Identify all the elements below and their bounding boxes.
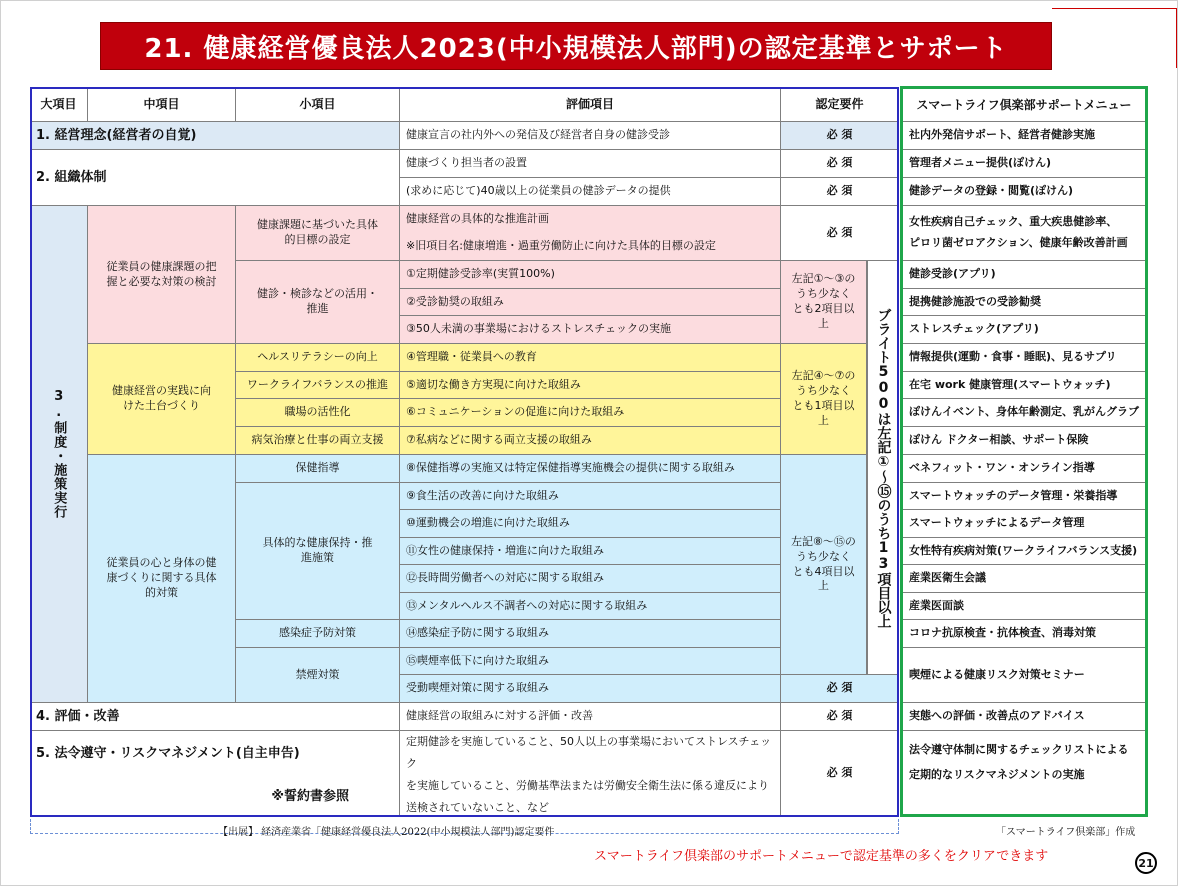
hyoka-item: 受動喫煙対策に関する取組み <box>400 675 781 703</box>
support-item: 産業医衛生会議 <box>903 565 1145 593</box>
support-item: 法令遵守体制に関するチェックリストによる <box>909 743 1129 756</box>
hyoka-item: ⑩運動機会の増進に向けた取組み <box>400 510 781 538</box>
hyoka-item: ⑧保健指導の実施又は特定保健指導実施機会の提供に関する取組み <box>400 455 781 483</box>
sho-c4: 禁煙対策 <box>236 648 400 703</box>
yoken-hissu: 必 須 <box>781 731 899 817</box>
hyoka-item: ④管理職・従業員への教育 <box>400 344 781 372</box>
support-item: 定期的なリスクマネジメントの実施 <box>909 768 1085 782</box>
hyoka-item: 健康づくり担当者の設置 <box>400 150 781 178</box>
slide-title: 21. 健康経営優良法人2023(中小規模法人部門)の認定基準とサポート <box>100 22 1052 70</box>
sho-b4: 病気治療と仕事の両立支援 <box>236 427 400 455</box>
sho-c2: 具体的な健康保持・推進施策 <box>236 483 400 620</box>
chu-c: 従業員の心と身体の健康づくりに関する具体的対策 <box>88 455 236 703</box>
chu-b: 健康経営の実践に向けた土台づくり <box>88 344 236 455</box>
support-item: 提携健診施設での受診勧奨 <box>903 289 1145 316</box>
hyoka-item: ⑬メンタルヘルス不調者への対応に関する取組み <box>400 593 781 620</box>
sho-b1: ヘルスリテラシーの向上 <box>236 344 400 372</box>
hyoka-note: ※旧項目名:健康増進・過重労働防止に向けた具体的目標の設定 <box>406 239 716 253</box>
header-shokomoku: 小項目 <box>236 87 400 122</box>
yoken-rule-1: 左記①～③のうち少なくとも2項目以上 <box>781 261 867 344</box>
support-item: 喫煙による健康リスク対策セミナー <box>903 648 1145 703</box>
support-item: スマートウォッチのデータ管理・栄養指導 <box>903 483 1145 510</box>
section-5-title: 5. 法令遵守・リスクマネジメント(自主申告) <box>36 746 300 761</box>
decor-line <box>1176 8 1177 68</box>
yoken-hissu: 必 須 <box>781 150 899 178</box>
hyoka-item: を実施していること、労働基準法または労働安全衛生法に係る違反により <box>406 779 769 792</box>
header-hyoka: 評価項目 <box>400 87 781 122</box>
hyoka-section-5 <box>400 731 781 817</box>
header-yoken: 認定要件 <box>781 87 899 122</box>
sho-b2: ワークライフバランスの推進 <box>236 372 400 399</box>
support-item: ストレスチェック(アプリ) <box>903 316 1145 344</box>
support-item: コロナ抗原検査・抗体検査、消毒対策 <box>903 620 1145 648</box>
bright500-label: ブライト500は左記①～⑮のうち13項目以上 <box>875 307 892 628</box>
yoken-hissu: 必 須 <box>781 675 899 703</box>
hyoka-item: ⑮喫煙率低下に向けた取組み <box>400 648 781 675</box>
chu-a: 従業員の健康課題の把握と必要な対策の検討 <box>88 206 236 344</box>
hyoka-item: (求めに応じて)40歳以上の従業員の健診データの提供 <box>400 178 781 206</box>
support-item-multi <box>903 206 1145 261</box>
hyoka-item: ⑪女性の健康保持・増進に向けた取組み <box>400 538 781 565</box>
hyoka-item: ⑥コミュニケーションの促進に向けた取組み <box>400 399 781 427</box>
support-item: 在宅 work 健康管理(スマートウォッチ) <box>903 372 1145 399</box>
source-note: 【出展】 経済産業省「健康経営優良法人2022(中小規模法人部門)認定要件 <box>218 827 555 838</box>
yoken-rule-2: 左記④～⑦のうち少なくとも1項目以上 <box>781 344 867 455</box>
header-chukomoku: 中項目 <box>88 87 236 122</box>
support-item: 女性特有疾病対策(ワークライフバランス支援) <box>903 538 1145 565</box>
yoken-hissu: 必 須 <box>781 703 899 731</box>
hyoka-item: ⑨食生活の改善に向けた取組み <box>400 483 781 510</box>
hyoka-item: ⑫長時間労働者への対応に関する取組み <box>400 565 781 593</box>
support-item: スマートウォッチによるデータ管理 <box>903 510 1145 538</box>
support-item: 実態への評価・改善点のアドバイス <box>903 703 1145 731</box>
support-item: 健診データの登録・閲覧(ぽけん) <box>903 178 1145 206</box>
hyoka-item: 健康宣言の社内外への発信及び経営者自身の健診受診 <box>400 122 781 150</box>
yoken-hissu: 必 須 <box>781 122 899 150</box>
sho-c1: 保健指導 <box>236 455 400 483</box>
support-header: スマートライフ倶楽部サポートメニュー <box>903 89 1145 122</box>
section-3-title <box>30 206 88 703</box>
support-item-multi <box>903 731 1145 814</box>
support-item: 社内外発信サポート、経営者健診実施 <box>903 122 1145 150</box>
sho-b3: 職場の活性化 <box>236 399 400 427</box>
hyoka-item: ⑦私病などに関する両立支援の取組み <box>400 427 781 455</box>
section-5-note: ※誓約書参照 <box>271 789 349 805</box>
caption: スマートライフ倶楽部のサポートメニューで認定基準の多くをクリアできます <box>594 849 1049 864</box>
yoken-hissu: 必 須 <box>781 178 899 206</box>
sho-c3: 感染症予防対策 <box>236 620 400 648</box>
hyoka-item: ②受診勧奨の取組み <box>400 289 781 316</box>
support-item: ベネフィット・ワン・オンライン指導 <box>903 455 1145 483</box>
support-item: 健診受診(アプリ) <box>903 261 1145 289</box>
header-daikomoku: 大項目 <box>30 87 88 122</box>
support-item: ぽけんイベント、身体年齢測定、乳がんグラブ <box>903 399 1145 427</box>
section-3-label: 3.制度・施策実行 <box>51 389 67 519</box>
support-item: ピロリ菌ゼロアクション、健康年齢改善計画 <box>909 236 1128 249</box>
section-4-title: 4. 評価・改善 <box>30 703 400 731</box>
hyoka-item: ⑭感染症予防に関する取組み <box>400 620 781 648</box>
hyoka-item: ①定期健診受診率(実質100%) <box>400 261 781 289</box>
credit-note: 「スマートライフ倶楽部」作成 <box>996 827 1136 838</box>
section-5 <box>30 731 400 817</box>
hyoka-item: 健康経営の取組みに対する評価・改善 <box>400 703 781 731</box>
hyoka-item: 健康経営の具体的な推進計画 <box>406 212 549 226</box>
bright500-rule <box>867 261 899 675</box>
yoken-rule-3: 左記⑧～⑮のうち少なくとも4項目以上 <box>781 455 867 675</box>
support-item: 産業医面談 <box>903 593 1145 620</box>
section-2-title: 2. 組織体制 <box>30 150 400 206</box>
hyoka-item: ⑤適切な働き方実現に向けた取組み <box>400 372 781 399</box>
support-item: 情報提供(運動・食事・睡眠)、見るサプリ <box>903 344 1145 372</box>
page-number: 21 <box>1135 852 1157 874</box>
hyoka-item: 送検されていないこと、など <box>406 801 549 814</box>
section-1-title: 1. 経営理念(経営者の自覚) <box>30 122 400 150</box>
support-item: 女性疾病自己チェック、重大疾患健診率、 <box>909 215 1118 229</box>
sho-a1: 健康課題に基づいた具体的目標の設定 <box>236 206 400 261</box>
yoken-hissu: 必 須 <box>781 206 899 261</box>
support-item: 管理者メニュー提供(ぽけん) <box>903 150 1145 178</box>
hyoka-item: ③50人未満の事業場におけるストレスチェックの実施 <box>400 316 781 344</box>
decor-line <box>1052 8 1176 9</box>
support-item: ぽけん ドクター相談、サポート保険 <box>903 427 1145 455</box>
sho-a2: 健診・検診などの活用・推進 <box>236 261 400 344</box>
hyoka-item: 定期健診を実施していること、50人以上の事業場においてストレスチェック <box>406 735 772 770</box>
hyoka-a1 <box>400 206 781 261</box>
